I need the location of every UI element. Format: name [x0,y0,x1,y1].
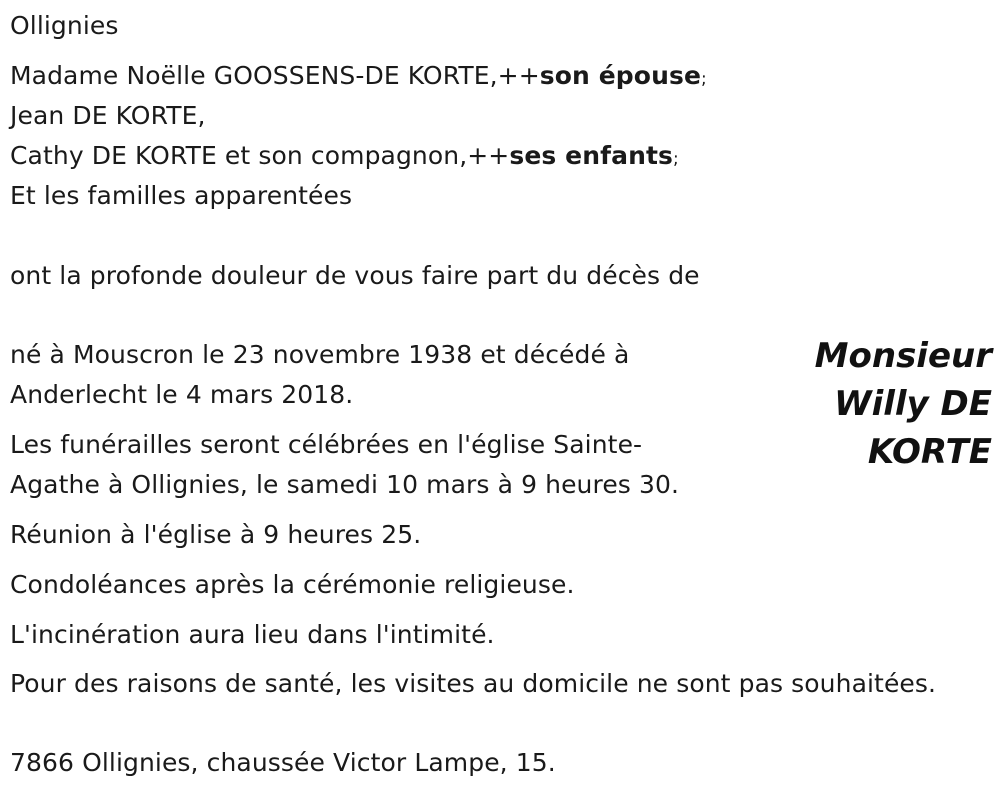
spouse-role: son épouse [539,61,701,90]
spouse-name: Madame Noëlle GOOSSENS-DE KORTE,++ [10,61,540,90]
deceased-name-line-3: KORTE [867,432,992,472]
announcement-intro: ont la profonde douleur de vous faire part du décès de [10,261,700,290]
children-separator: ; [673,149,679,169]
family-line-daughter [10,136,679,179]
funeral-line-2: Agathe à Ollignies, le samedi 10 mars à 9 heures 30. [10,470,680,499]
deceased-name [792,332,992,476]
address-line: 7866 Ollignies, chaussée Victor Lampe, 15. [10,748,556,777]
town-heading: Ollignies [10,11,119,40]
spouse-separator: ; [701,69,707,89]
family-line-spouse [10,56,707,99]
visits-line: Pour des raisons de santé, les visites au domicile ne sont pas souhaitées. [10,669,937,698]
family-line-relatives: Et les familles apparentées [10,181,353,210]
birth-line-1: né à Mouscron le 23 novembre 1938 et décédé à [10,340,630,369]
condolences-line: Condoléances après la cérémonie religieuse. [10,570,575,599]
children-role: ses enfants [509,141,674,170]
birth-line-2: Anderlecht le 4 mars 2018. [10,380,354,409]
deceased-name-line-2: Willy DE [834,384,992,424]
daughter-name: Cathy DE KORTE et son compagnon,++ [10,141,510,170]
funeral-line-1: Les funérailles seront célébrées en l'église Sainte- [10,430,643,459]
cremation-line: L'incinération aura lieu dans l'intimité. [10,620,495,649]
family-line-son: Jean DE KORTE, [10,101,206,130]
meeting-line: Réunion à l'église à 9 heures 25. [10,520,422,549]
deceased-title: Monsieur [814,336,992,376]
obituary-notice [10,0,995,798]
